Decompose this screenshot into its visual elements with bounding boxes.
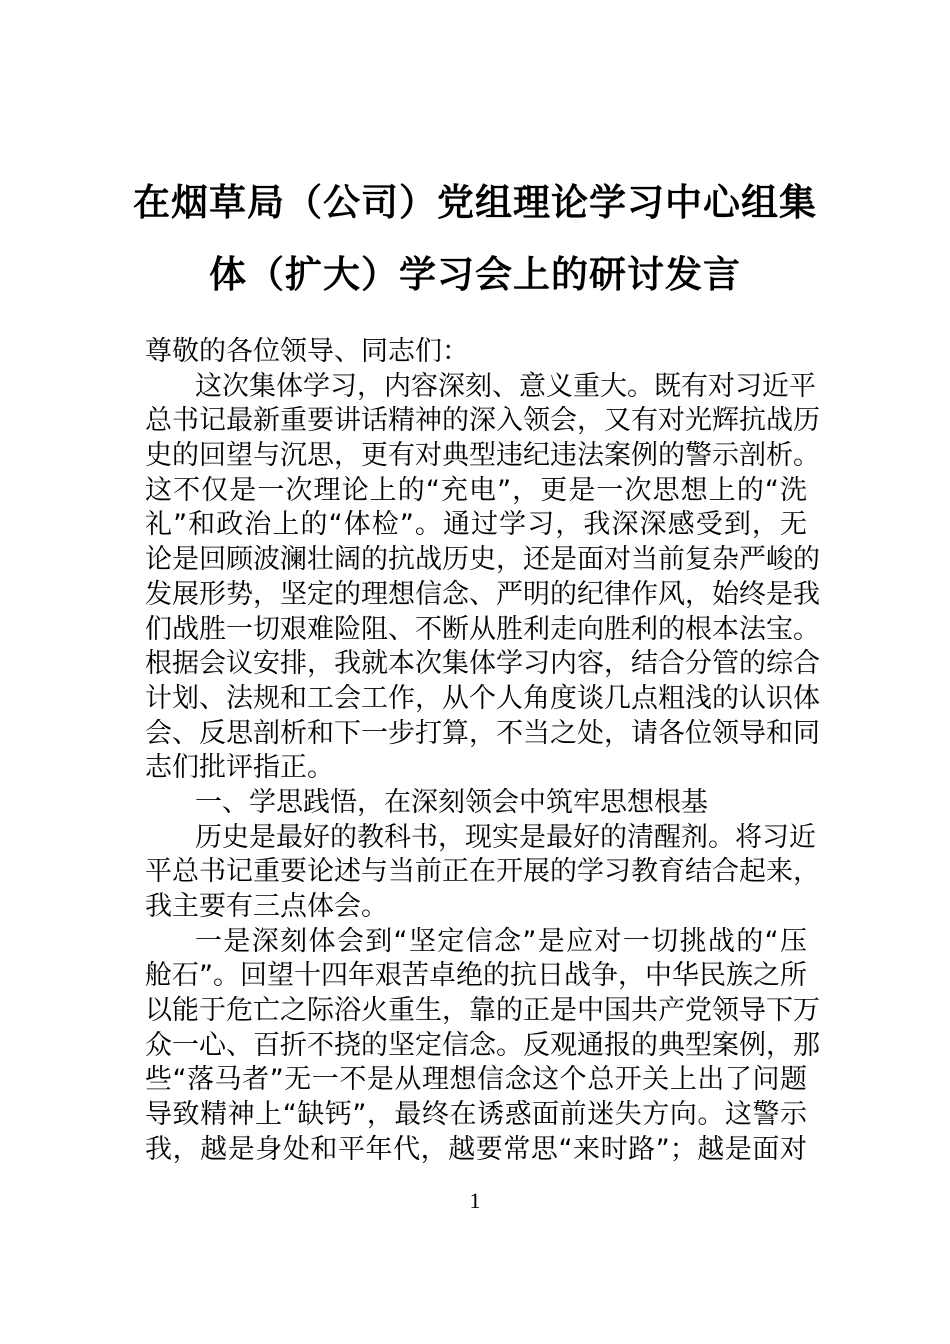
- text-line: 会、反思剖析和下一步打算，不当之处，请各位领导和同: [145, 717, 820, 749]
- text-line: 尊敬的各位领导、同志们：: [145, 336, 469, 367]
- text-line: 历史是最好的教科书，现实是最好的清醒剂。将习近: [195, 821, 816, 853]
- document-title-line-2: 体（扩大）学习会上的研讨发言: [209, 253, 741, 296]
- text-line: 计划、法规和工会工作，从个人角度谈几点粗浅的认识体: [145, 682, 820, 714]
- text-line: 舱石”。回望十四年艰苦卓绝的抗日战争，中华民族之所: [145, 960, 807, 992]
- text-line: 一、学思践悟，在深刻领会中筑牢思想根基: [195, 786, 708, 818]
- text-line: 史的回望与沉思，更有对典型违纪违法案例的警示剖析。: [145, 440, 820, 472]
- text-line: 众一心、百折不挠的坚定信念。反观通报的典型案例，那: [145, 1029, 820, 1061]
- text-line: 发展形势，坚定的理想信念、严明的纪律作风，始终是我: [145, 578, 820, 610]
- page-number: 1: [469, 1188, 481, 1213]
- document-body: [145, 335, 820, 1168]
- text-line: 些“落马者”无一不是从理想信念这个总开关上出了问题: [145, 1064, 807, 1096]
- document-title-line-1: 在烟草局（公司）党组理论学习中心组集: [133, 181, 817, 224]
- text-line: 一是深刻体会到“坚定信念”是应对一切挑战的“压: [195, 925, 807, 957]
- text-line: 这次集体学习，内容深刻、意义重大。既有对习近平: [195, 370, 816, 402]
- text-line: 论是回顾波澜壮阔的抗战历史，还是面对当前复杂严峻的: [145, 544, 820, 576]
- text-line: 们战胜一切艰难险阻、不断从胜利走向胜利的根本法宝。: [145, 613, 820, 645]
- text-line: 导致精神上“缺钙”，最终在诱惑面前迷失方向。这警示: [145, 1099, 807, 1131]
- text-line: 根据会议安排，我就本次集体学习内容，结合分管的综合: [145, 648, 820, 680]
- text-line: 这不仅是一次理论上的“充电”，更是一次思想上的“洗: [145, 474, 807, 506]
- text-line: 我主要有三点体会。: [145, 891, 388, 922]
- text-line: 我，越是身处和平年代，越要常思“来时路”；越是面对: [145, 1133, 807, 1165]
- text-line: 总书记最新重要讲话精神的深入领会，又有对光辉抗战历: [145, 405, 820, 437]
- text-line: 平总书记重要论述与当前正在开展的学习教育结合起来，: [145, 856, 820, 888]
- text-line: 以能于危亡之际浴火重生，靠的正是中国共产党领导下万: [145, 995, 820, 1027]
- text-line: 志们批评指正。: [145, 752, 334, 784]
- text-line: 礼”和政治上的“体检”。通过学习，我深深感受到，无: [145, 509, 807, 541]
